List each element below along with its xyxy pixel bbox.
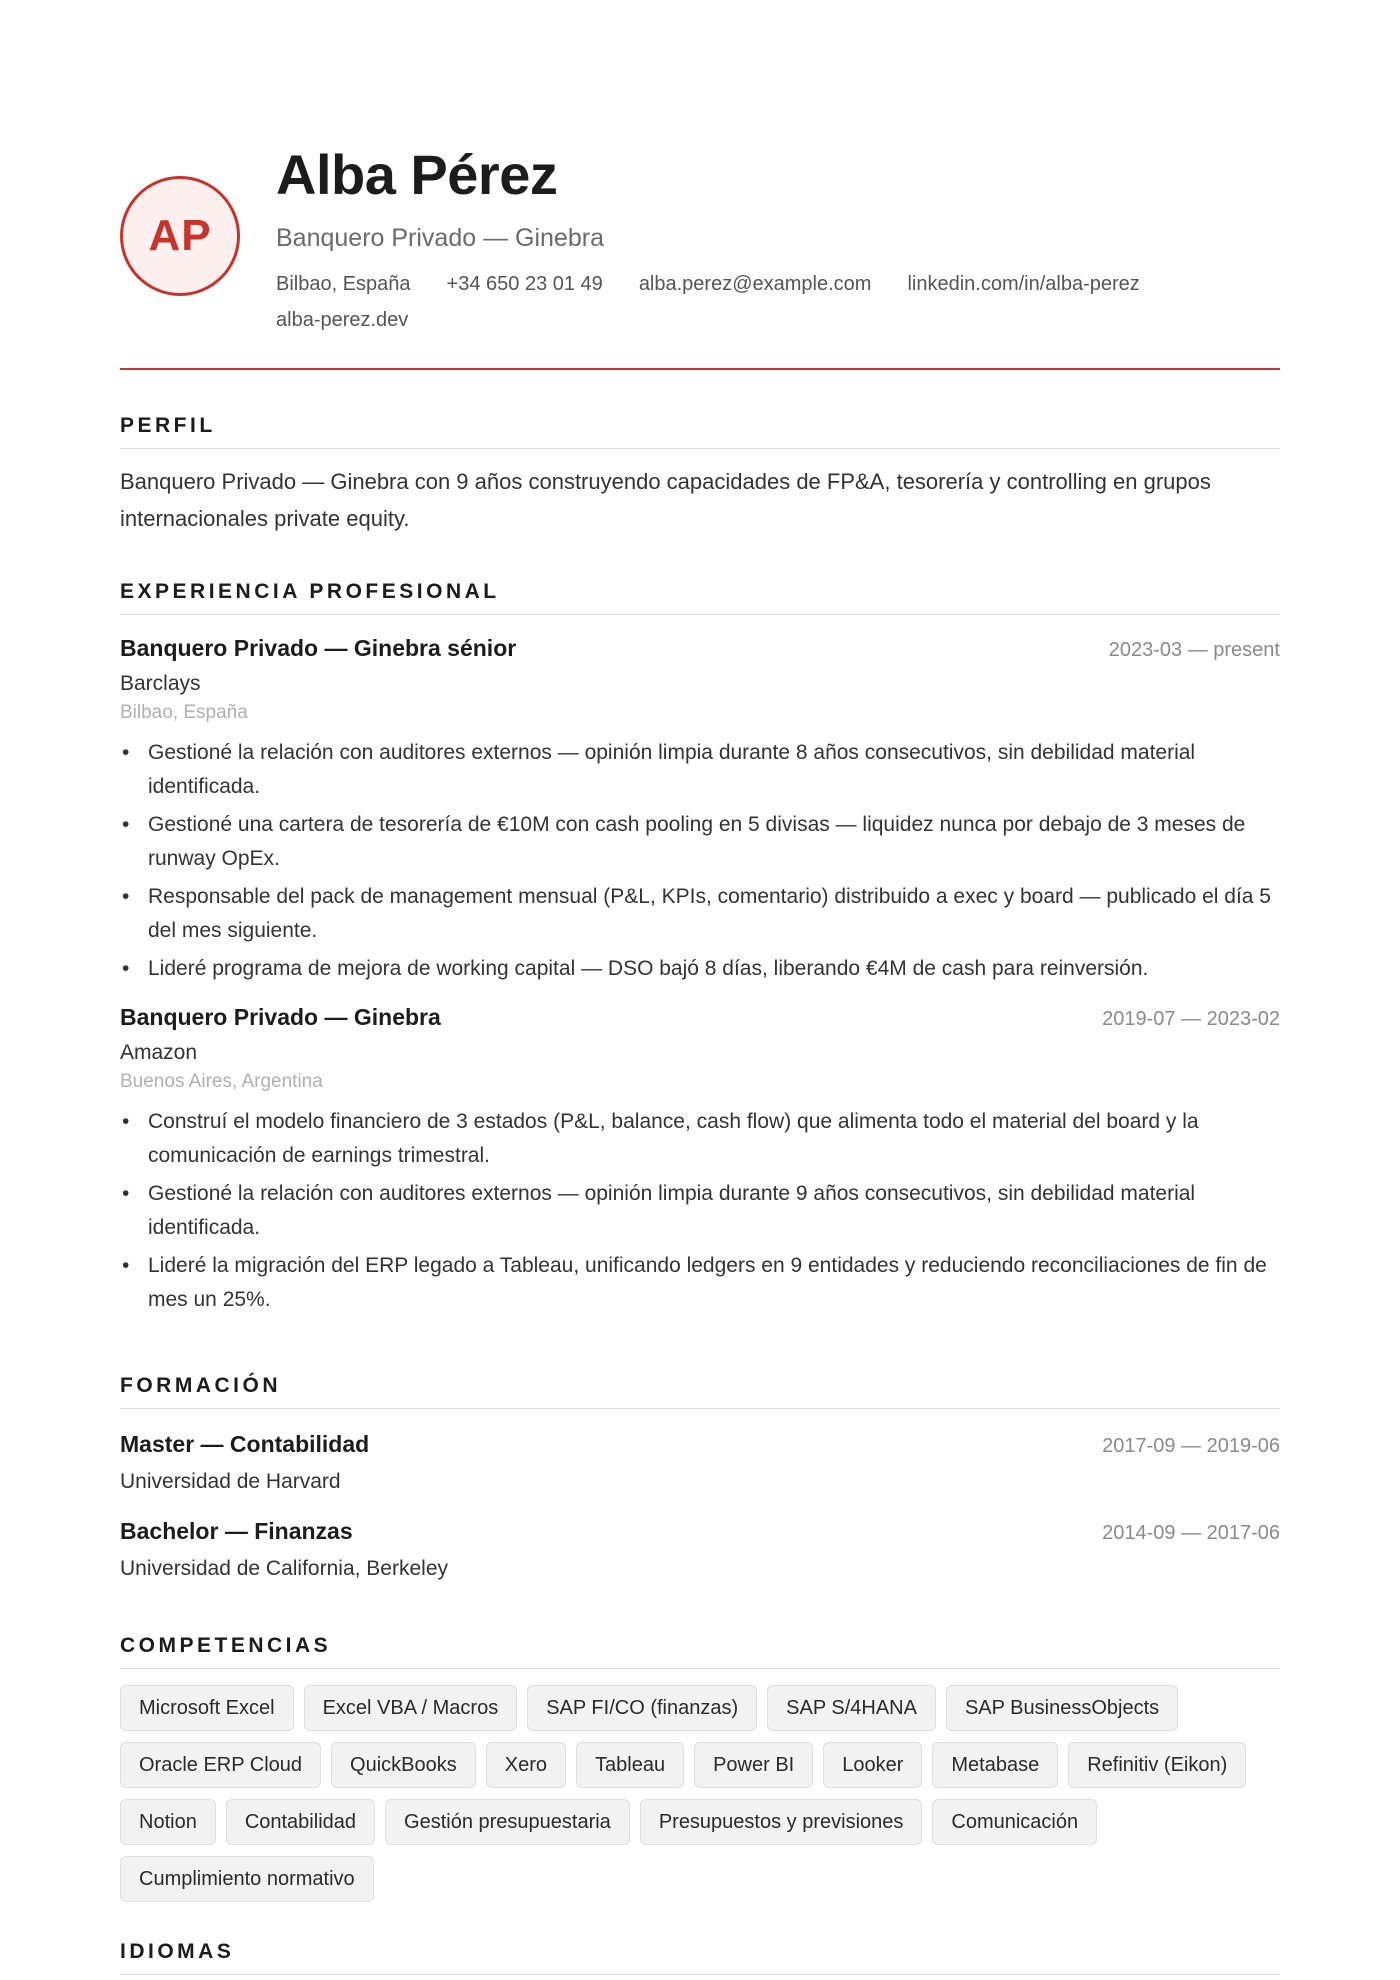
skill-chip: Tableau [576, 1742, 684, 1788]
skill-chip: Notion [120, 1799, 216, 1845]
candidate-headline: Banquero Privado — Ginebra [276, 224, 604, 252]
education-dates: 2014-09 — 2017-06 [1102, 1522, 1280, 1544]
skill-chip: Oracle ERP Cloud [120, 1742, 321, 1788]
skill-chip: Refinitiv (Eikon) [1068, 1742, 1246, 1788]
job-title: Banquero Privado — Ginebra [120, 1004, 441, 1030]
education-degree: Master — Contabilidad [120, 1431, 370, 1457]
section-title-languages: IDIOMAS [120, 1940, 1280, 1975]
job-dates: 2019-07 — 2023-02 [1102, 1008, 1280, 1030]
candidate-name: Alba Pérez [276, 143, 558, 206]
job-bullets [120, 736, 1280, 986]
job-bullet: • Responsable del pack de management mensual (P&L, KPIs, comentario) distribuido a exec y board — publicado el día 5 del mes siguiente. [120, 880, 1280, 948]
contact-location: Bilbao, España [276, 273, 411, 295]
job-bullet: • Gestioné una cartera de tesorería de €10M con cash pooling en 5 divisas — liquidez nunca por debajo de 3 meses de runway OpEx. [120, 808, 1280, 876]
contact-list [276, 272, 1276, 332]
skill-chip: QuickBooks [331, 1742, 476, 1788]
job-bullet: • Lideré programa de mejora de working capital — DSO bajó 8 días, liberando €4M de cash para reinversión. [120, 952, 1280, 986]
job-entry [120, 635, 1280, 986]
profile-section [120, 414, 1280, 537]
languages-section [120, 1940, 1280, 1975]
skill-chip: Contabilidad [226, 1799, 375, 1845]
education-degree: Bachelor — Finanzas [120, 1518, 353, 1544]
skill-chip: Microsoft Excel [120, 1685, 294, 1731]
education-section [120, 1374, 1280, 1581]
skill-chip: Power BI [694, 1742, 813, 1788]
skill-chip: Xero [486, 1742, 566, 1788]
skill-chip: Metabase [932, 1742, 1058, 1788]
header-divider [120, 368, 1280, 370]
profile-summary: Banquero Privado — Ginebra con 9 años construyendo capacidades de FP&A, tesorería y controlling en grupos internacionales private equity. [120, 469, 1211, 531]
job-dates: 2023-03 — present [1108, 639, 1280, 661]
skill-chip: Cumplimiento normativo [120, 1856, 374, 1902]
skill-chip: Looker [823, 1742, 922, 1788]
job-entry [120, 1004, 1280, 1317]
section-title-skills: COMPETENCIAS [120, 1634, 1280, 1669]
skill-chip: SAP BusinessObjects [946, 1685, 1178, 1731]
education-entry [120, 1518, 1280, 1581]
skill-chip: SAP FI/CO (finanzas) [527, 1685, 757, 1731]
skills-section [120, 1634, 1280, 1902]
contact-website[interactable]: alba-perez.dev [276, 309, 409, 331]
education-school: Universidad de California, Berkeley [120, 1557, 448, 1580]
section-title-education: FORMACIÓN [120, 1374, 1280, 1409]
job-bullets [120, 1105, 1280, 1317]
section-title-experience: EXPERIENCIA PROFESIONAL [120, 580, 1280, 615]
avatar [120, 176, 240, 296]
skill-chip: Comunicación [932, 1799, 1097, 1845]
avatar-initials: AP [148, 211, 212, 260]
skills-list [120, 1685, 1280, 1902]
education-school: Universidad de Harvard [120, 1470, 341, 1493]
contact-email[interactable]: alba.perez@example.com [638, 273, 872, 295]
job-company: Amazon [120, 1041, 198, 1064]
education-entry [120, 1431, 1280, 1494]
skill-chip: SAP S/4HANA [767, 1685, 936, 1731]
job-title: Banquero Privado — Ginebra sénior [120, 635, 517, 661]
skill-chip: Gestión presupuestaria [385, 1799, 630, 1845]
job-bullet: • Gestioné la relación con auditores externos — opinión limpia durante 9 años consecutivos, sin debilidad material identificada. [120, 1177, 1280, 1245]
skill-chip: Excel VBA / Macros [304, 1685, 518, 1731]
job-bullet: • Gestioné la relación con auditores externos — opinión limpia durante 8 años consecutivos, sin debilidad material identificada. [120, 736, 1280, 804]
job-location: Bilbao, España [120, 702, 248, 723]
education-dates: 2017-09 — 2019-06 [1102, 1435, 1280, 1457]
skill-chip: Presupuestos y previsiones [640, 1799, 923, 1845]
experience-section [120, 580, 1280, 1321]
contact-linkedin[interactable]: linkedin.com/in/alba-perez [907, 273, 1140, 295]
section-title-profile: PERFIL [120, 414, 1280, 449]
job-company: Barclays [120, 672, 201, 695]
resume-header [120, 0, 1280, 370]
job-bullet: • Construí el modelo financiero de 3 estados (P&L, balance, cash flow) que alimenta todo el material del board y la comunicación de earnings trimestral. [120, 1105, 1280, 1173]
job-location: Buenos Aires, Argentina [120, 1071, 323, 1092]
contact-phone[interactable]: +34 650 23 01 49 [446, 273, 603, 295]
job-bullet: • Lideré la migración del ERP legado a Tableau, unificando ledgers en 9 entidades y reduciendo reconciliaciones de fin de mes un 25%. [120, 1249, 1280, 1317]
